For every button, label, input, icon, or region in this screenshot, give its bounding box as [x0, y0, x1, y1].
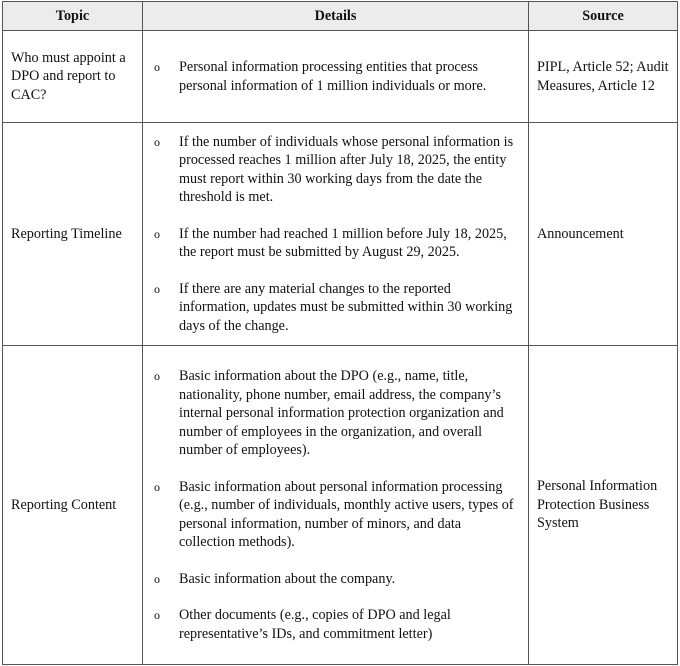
- row-details: [143, 346, 529, 665]
- list-item: [151, 606, 520, 643]
- bullet-marker: o: [154, 608, 160, 622]
- list-item: [151, 225, 520, 262]
- detail-text: Basic information about the company.: [179, 570, 396, 587]
- row-source: PIPL, Article 52; Audit Measures, Article 12: [529, 31, 678, 123]
- bullet-marker: o: [154, 479, 160, 494]
- header-details: Details: [143, 2, 529, 31]
- bullet-marker: o: [154, 134, 160, 149]
- detail-text: Basic information about personal information processing (e.g., number of individuals, monthly active users, types of personal information, number of minors, and data collection methods).: [179, 478, 514, 550]
- list-item: [151, 58, 520, 95]
- list-item: [151, 478, 520, 552]
- bullet-marker: o: [154, 571, 160, 586]
- bullet-marker: o: [154, 226, 160, 241]
- row-details: [143, 31, 529, 123]
- row-topic: Reporting Timeline: [3, 123, 143, 346]
- detail-text: If there are any material changes to the reported information, updates must be submitted within 30 working days of the change.: [179, 280, 513, 334]
- detail-text: If the number had reached 1 million before July 18, 2025, the report must be submitted by August 29, 2025.: [179, 225, 507, 261]
- detail-text: Personal information processing entities that process personal information of 1 million individuals or more.: [179, 59, 487, 94]
- table-row: [3, 346, 678, 665]
- details-list: [151, 367, 520, 643]
- header-row: [3, 2, 678, 31]
- row-source: Announcement: [529, 123, 678, 346]
- details-list: [151, 133, 520, 336]
- bullet-marker: o: [154, 369, 160, 383]
- header-source: Source: [529, 2, 678, 31]
- list-item: [151, 570, 520, 589]
- details-list: [151, 58, 520, 95]
- bullet-marker: o: [154, 281, 160, 296]
- row-topic: Who must appoint a DPO and report to CAC?: [3, 31, 143, 123]
- bullet-marker: o: [154, 60, 160, 74]
- dpo-reporting-table: [2, 1, 678, 665]
- detail-text: If the number of individuals whose personal information is processed reaches 1 million after July 18, 2025, the entity must report within 30 working days from the date the threshold is met.: [179, 133, 514, 206]
- list-item: [151, 133, 520, 207]
- detail-text: Basic information about the DPO (e.g., name, title, nationality, phone number, email address, the company’s internal personal information protection organization and number of employees in the organization, and overall number of employees).: [179, 368, 504, 458]
- table-row: [3, 31, 678, 123]
- row-source: Personal Information Protection Business System: [529, 346, 678, 665]
- detail-text: Other documents (e.g., copies of DPO and legal representative’s IDs, and commitment letter): [179, 607, 451, 642]
- list-item: [151, 367, 520, 460]
- header-topic: Topic: [3, 2, 143, 31]
- list-item: [151, 280, 520, 336]
- row-topic: Reporting Content: [3, 346, 143, 665]
- row-details: [143, 123, 529, 346]
- table-row: [3, 123, 678, 346]
